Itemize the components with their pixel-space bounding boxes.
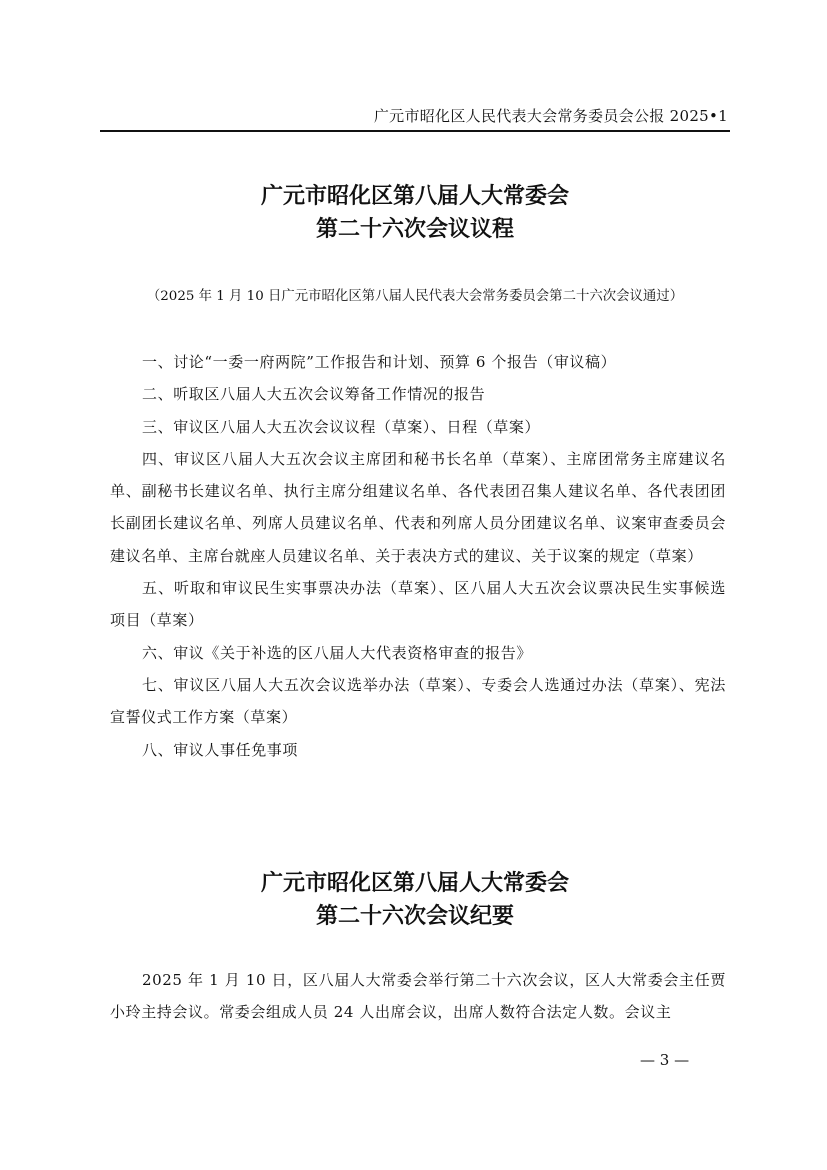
agenda-item-2: 二、听取区八届人大五次会议筹备工作情况的报告 — [142, 385, 486, 404]
header-text: 广元市昭化区人民代表大会常务委员会公报 2025•1 — [373, 107, 728, 125]
minutes-body — [110, 964, 726, 1029]
agenda-item-3: 三、审议区八届人大五次会议议程（草案）、日程（草案） — [142, 417, 541, 436]
agenda-item-4: 四、审议区八届人大五次会议主席团和秘书长名单（草案）、主席团常务主席建议名单、副秘书长建议名单、执行主席分组建议名单、各代表团召集人建议名单、各代表团团长副团长建议名单、列席人员建议名单、代表和列席人员分团建议名单、议案审查委员会建议名单、主席台就座人员建议名单、关于表决方式的建议、关于议案的规定（草案） — [110, 449, 726, 565]
minutes-title-line1: 广元市昭化区第八届人大常委会 — [260, 870, 569, 896]
agenda-item-6: 六、审议《关于补选的区八届人大代表资格审查的报告》 — [142, 643, 533, 662]
minutes-paragraph: 2025 年 1 月 10 日，区八届人大常委会举行第二十六次会议，区人大常委会主任贾小玲主持会议。常委会组成人员 24 人出席会议，出席人数符合法定人数。会议主 — [110, 971, 726, 1022]
agenda-subtitle: （2025 年 1 月 10 日广元市昭化区第八届人民代表大会常务委员会第二十六次会议通过） — [146, 289, 684, 304]
agenda-item-8: 八、审议人事任免事项 — [142, 740, 299, 759]
running-header — [100, 104, 730, 132]
agenda-items — [110, 346, 726, 766]
page-number: — 3 — — [640, 1051, 690, 1069]
agenda-item-7: 七、审议区八届人大五次会议选举办法（草案）、专委会人选通过办法（草案）、宪法宣誓仪式工作方案（草案） — [110, 675, 726, 727]
minutes-title-line2: 第二十六次会议纪要 — [315, 903, 514, 929]
agenda-item-1: 一、讨论“一委一府两院”工作报告和计划、预算 6 个报告（审议稿） — [142, 353, 617, 371]
agenda-item-5: 五、听取和审议民生实事票决办法（草案）、区八届人大五次会议票决民生实事候选项目（草案） — [110, 579, 726, 630]
agenda-title-line2: 第二十六次会议议程 — [315, 216, 514, 242]
agenda-title-line1: 广元市昭化区第八届人大常委会 — [260, 183, 569, 209]
